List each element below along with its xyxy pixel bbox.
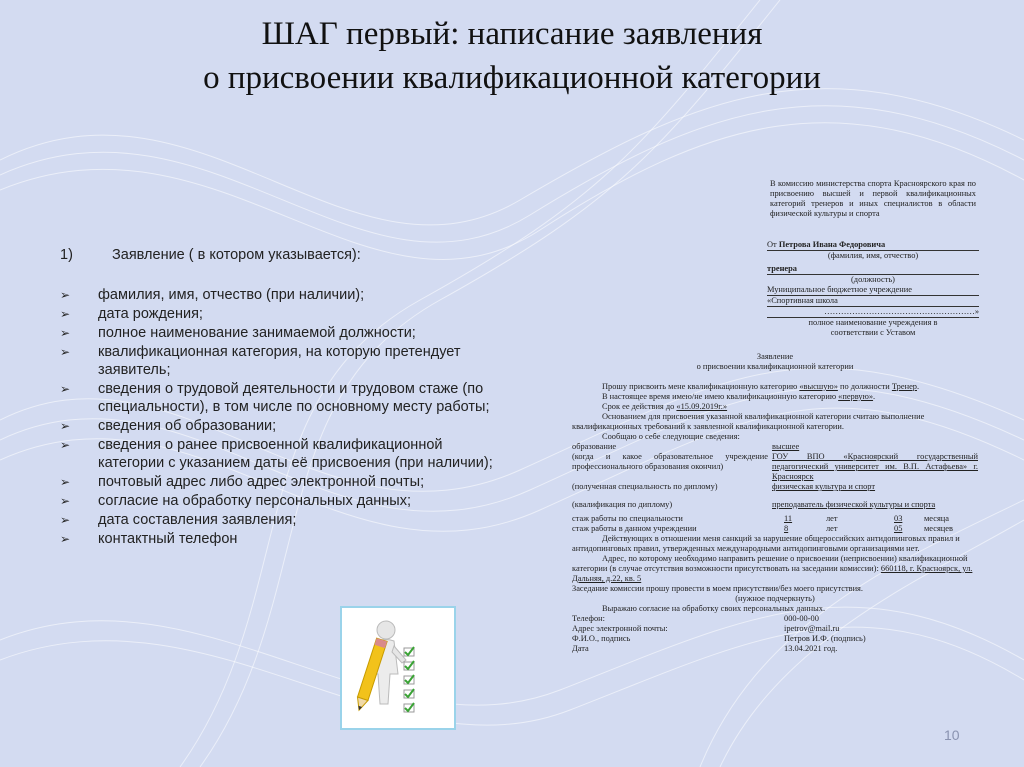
bullet-arrow-icon: ➢ [60, 494, 71, 508]
list-item: ➢ квалификационная категория, на которую претендует заявитель; [60, 344, 461, 378]
checklist-icon [404, 647, 414, 712]
bullet-arrow-icon: ➢ [60, 419, 71, 433]
title-line-1: ШАГ первый: написание заявления [261, 16, 763, 52]
title-line-2: о присвоении квалификационной категории [203, 60, 821, 96]
bullet-arrow-icon: ➢ [60, 326, 71, 340]
pencil-figure-icon [342, 608, 454, 728]
bullet-arrow-icon: ➢ [60, 532, 71, 546]
intro-number: 1) [60, 247, 73, 263]
requirements-list [60, 286, 500, 548]
applicant-name: Петрова Ивана Федоровича [778, 240, 886, 249]
intro-text: Заявление ( в котором указывается): [112, 247, 361, 263]
document-subheading: о присвоении квалификационной категории [696, 362, 854, 371]
bullet-arrow-icon: ➢ [60, 475, 71, 489]
bullet-arrow-icon: ➢ [60, 438, 71, 452]
list-item: ➢ сведения об образовании; [60, 418, 277, 434]
list-item: ➢ контактный телефон [60, 531, 238, 547]
list-item: ➢ согласие на обработку персональных данных; [60, 493, 411, 509]
list-item: ➢ почтовый адрес либо адрес электронной почты; [60, 474, 425, 490]
applicant-position: тренера [767, 264, 979, 275]
intro-line [60, 246, 500, 264]
list-item: ➢ фамилия, имя, отчество (при наличии); [60, 287, 365, 303]
bullet-arrow-icon: ➢ [60, 513, 71, 527]
illustration-frame [340, 606, 456, 730]
document-heading: Заявление [756, 352, 794, 361]
document-applicant-block: От Петрова Ивана Федоровича (фамилия, имя, отчество) тренера (должность) Муниципальное бюджетное учреждение «Спортивная школа ………………………………………………» полное наименование учреждения в соответствии с Уставом [767, 240, 979, 337]
list-item: ➢ сведения о трудовой деятельности и трудовом стаже (по специальности), в том числе по основному месту работы; [60, 381, 490, 415]
bullet-arrow-icon: ➢ [60, 345, 71, 359]
bullet-arrow-icon: ➢ [60, 382, 71, 396]
list-item: ➢ дата рождения; [60, 306, 203, 322]
list-item: ➢ дата составления заявления; [60, 512, 297, 528]
document-body: Заявление о присвоении квалификационной категории Прошу присвоить мене квалификационную категорию «высшую» по должности Тренер. В настоящее время имею/не имею квалификационную категорию «первую». Срок ее действия до «15.09.2019г.» Основанием для присвоения указанной квалификационной категории считаю выполнение квалификационных требований к заявленной квалификационной категории. Сообщаю о себе следующие сведения: образование высшее (когда и какое образовательное учреждение профессионального образования окончил) ГОУ ВПО «Красноярский государственный педагогический университет им. В.П. Астафьева» г. Красноярск (полученная специальность по диплому) физическая культура и спорт (квалификация по диплому) преподаватель физической культуры и спорта стаж работы по специальности 11 лет 03 месяца стаж работы в данном учреждении 8 лет 05 месяцев Действующих в отношении меня санкций за нарушение общероссийских антидопинговых правил и антидопинговых правил, утвержденных международными антидопинговыми организациями нет. Адрес, по которому необходимо направить решение о присвоении (неприсвоении) квалификационной категории (в случае отсутствия возможности присутствовать на заседании комиссии): 660118, г. Красноярск, ул. Дальняя, д.22, кв. 5 Заседание комиссии прошу провести в моем присутствии/без моего присутствия. (нужное подчеркнуть) Выражаю согласие на обработку своих персональных данных. Телефон: 000-00-00 Адрес электронной почты: ipetrov@mail.ru Ф.И.О., подпись Петров И.Ф. (подпись) Дата 13.04.2021 год. [572, 352, 978, 653]
slide-title [0, 12, 1024, 100]
bullet-arrow-icon: ➢ [60, 288, 71, 302]
list-item: ➢ сведения о ранее присвоенной квалификационной категории с указанием даты её присвоения (при наличии); [60, 437, 493, 471]
document-addressee: В комиссию министерства спорта Красноярского края по присвоению высшей и первой квалификационных категорий тренеров и иных специалистов в области физической культуры и спорта [770, 179, 976, 218]
page-number: 10 [944, 727, 960, 743]
list-item: ➢ полное наименование занимаемой должности; [60, 325, 416, 341]
requirements-list-block [60, 246, 500, 549]
bullet-arrow-icon: ➢ [60, 307, 71, 321]
